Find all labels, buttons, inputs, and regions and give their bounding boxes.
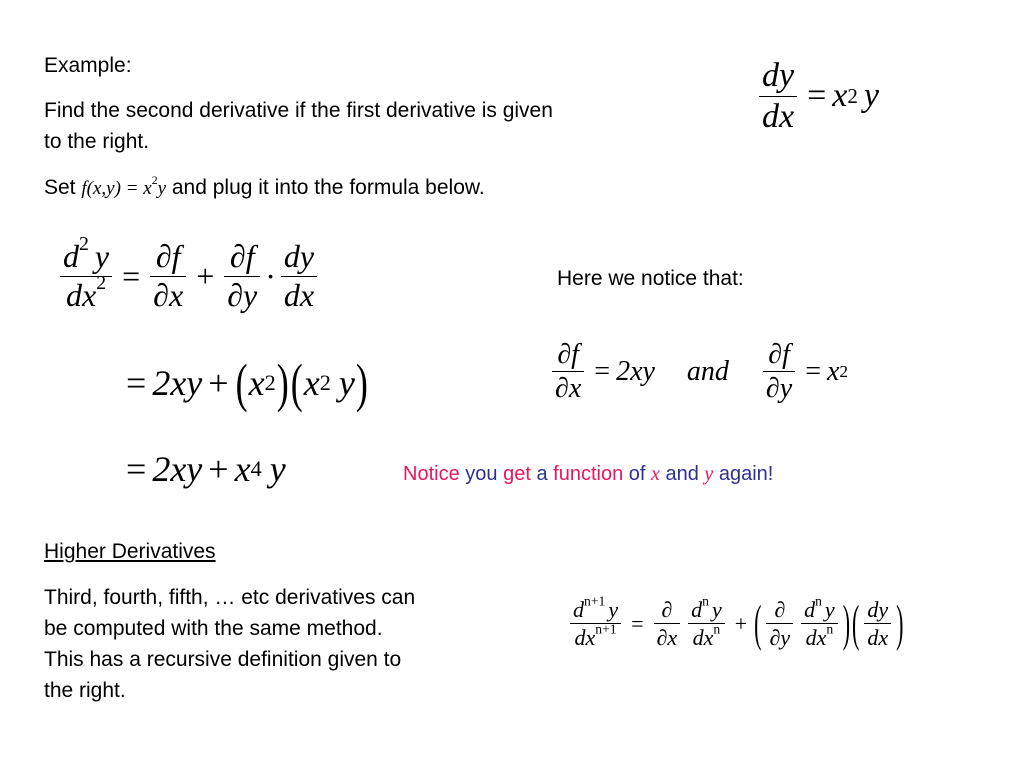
pfx-num: ∂f: [155, 238, 181, 274]
given-den: dx: [762, 97, 795, 135]
notice-rhs1: 2xy: [616, 355, 655, 387]
rec-py-num: ∂: [774, 597, 786, 622]
rec-partial-y-fraction: [766, 598, 793, 649]
set-prefix: Set: [44, 176, 76, 199]
set-function: [81, 174, 167, 199]
equals-sign: =: [805, 355, 821, 387]
notice-pfy-num: ∂f: [768, 339, 790, 370]
notice-pfy-den: ∂y: [765, 373, 793, 405]
notice-word-and: and: [665, 463, 699, 485]
higher-line-2: be computed with the same method.: [44, 617, 383, 640]
equals-sign: =: [122, 257, 141, 294]
rec-dydx-fraction: [864, 598, 891, 649]
example-heading: Example:: [44, 54, 132, 77]
given-rhs-y: y: [863, 77, 880, 115]
partials-equation: $\frac{\partial f}{\partial x}$ = 2xy and $\frac{\partial f}{\partial y}$ = x 2: [548, 340, 848, 404]
rec-px-num: ∂: [661, 597, 673, 622]
higher-derivatives-title: Higher Derivatives: [44, 540, 216, 563]
lhs-y: y: [94, 238, 110, 274]
notice-var-x: x: [651, 463, 660, 485]
notice-word-function: function: [553, 463, 624, 485]
equals-sign: =: [594, 355, 611, 387]
rec-dn1-exp: n: [702, 593, 709, 609]
equals-sign: =: [807, 77, 827, 115]
rec-partial-x-fraction: [654, 598, 681, 649]
lhs-d-exp: 2: [79, 233, 89, 256]
rec-px-den: ∂x: [656, 625, 678, 651]
partial-f-x-fraction: [150, 240, 186, 312]
pfy-num: ∂f: [229, 238, 255, 274]
open-paren: (: [754, 593, 762, 652]
lhs-d: d: [63, 238, 79, 274]
recursive-formula: [566, 593, 904, 652]
open-paren: (: [852, 593, 860, 652]
rec-dn-fraction-1: [688, 593, 725, 651]
given-rhs-x: x: [832, 77, 848, 115]
plus-sign: +: [208, 449, 229, 489]
notice-and: and: [686, 355, 729, 387]
given-fraction: [759, 58, 797, 134]
notice-pfx-num: ∂f: [557, 339, 579, 370]
line2-x1: x: [248, 363, 265, 403]
higher-line-4: the right.: [44, 679, 126, 702]
pfx-fraction: [552, 340, 584, 404]
rec-lhs-dx: dx: [574, 625, 596, 651]
second-derivative-formula: [56, 233, 321, 313]
rec-dn2-exp: n: [815, 593, 822, 609]
notice-var-y: y: [704, 463, 714, 485]
rec-dn2-dx-exp: n: [826, 621, 834, 637]
rec-dn2-d: d: [804, 597, 816, 622]
lhs-fraction: [60, 233, 112, 313]
plus-sign: +: [196, 257, 215, 294]
notice-word-of: of: [628, 463, 646, 485]
given-num: dy: [762, 57, 795, 94]
equals-sign: =: [631, 610, 644, 636]
dy-dx-fraction: [281, 240, 317, 312]
higher-line-3: This has a recursive definition given to: [44, 648, 402, 671]
dydx-num: dy: [283, 238, 315, 274]
rec-dn1-dx-exp: n: [713, 621, 721, 637]
rec-dn-fraction-2: [801, 593, 838, 651]
plus-sign: +: [208, 363, 229, 403]
example-line-2: to the right.: [44, 130, 150, 153]
set-exp: 2: [151, 174, 158, 187]
close-paren: ): [355, 353, 368, 413]
example-set-line: [44, 172, 485, 204]
dot-operator: ·: [265, 257, 276, 294]
given-derivative-equation: $\frac{dy}{dx}$ = x 2 y: [755, 58, 879, 134]
notice-word-again: again!: [718, 463, 774, 485]
example-line-1: Find the second derivative if the first derivative is given: [44, 99, 553, 122]
close-paren: ): [842, 593, 851, 652]
line2-y: y: [338, 363, 355, 403]
pfx-den: ∂x: [153, 276, 184, 313]
plus-sign: +: [734, 610, 748, 636]
rec-lhs-y: y: [608, 597, 619, 622]
pfy-den: ∂y: [227, 276, 258, 313]
rec-lhs-d: d: [573, 597, 584, 622]
rec-dn1-d: d: [691, 597, 703, 622]
set-y: y: [157, 178, 167, 199]
notice-word-get: get: [503, 463, 531, 485]
notice-word-notice: Notice: [403, 463, 460, 485]
dydx-den: dx: [283, 276, 315, 313]
equals-sign: =: [126, 363, 147, 403]
rec-dn2-dx: dx: [805, 625, 827, 651]
rec-dn1-y: y: [711, 597, 722, 622]
line2-x2: x: [303, 363, 320, 403]
line3-y: y: [269, 449, 286, 489]
set-fxy: f(x,y) = x: [81, 178, 152, 199]
line3-2xy: 2xy: [152, 449, 203, 489]
notice-word-you: you: [465, 463, 498, 485]
higher-line-1: Third, fourth, fifth, … etc derivatives can: [44, 586, 416, 609]
notice-word-a: a: [536, 463, 548, 485]
notice-that-label: Here we notice that:: [557, 267, 744, 290]
equals-sign: =: [126, 449, 147, 489]
close-paren: ): [896, 593, 904, 652]
close-paren: ): [276, 353, 289, 413]
rec-py-den: ∂y: [769, 625, 791, 651]
lhs-dx: dx: [66, 276, 97, 313]
set-suffix: and plug it into the formula below.: [171, 176, 485, 199]
line2-2xy: 2xy: [152, 363, 203, 403]
rec-dydx-num: dy: [867, 597, 889, 622]
rec-lhs-dx-exp: n+1: [595, 621, 617, 637]
notice-rhs2-x: x: [826, 355, 840, 387]
rec-lhs-d-exp: n+1: [584, 593, 606, 609]
rec-dydx-den: dx: [867, 625, 889, 651]
lhs-dx-exp: 2: [96, 271, 107, 294]
formula-line-2: = 2xy + ( x 2 ) ( x 2 y ): [126, 353, 368, 413]
open-paren: (: [290, 353, 303, 413]
partial-f-y-fraction: [224, 240, 260, 312]
notice-pfx-den: ∂x: [555, 373, 582, 405]
open-paren: (: [235, 353, 248, 413]
rec-dn1-dx: dx: [692, 625, 714, 651]
formula-line-3: = 2xy + x 4 y: [126, 449, 286, 489]
line3-x: x: [234, 449, 251, 489]
notice-message: [403, 459, 773, 490]
rec-lhs-fraction: [570, 593, 621, 651]
pfy-fraction: [763, 340, 795, 404]
rec-dn2-y: y: [824, 597, 835, 622]
